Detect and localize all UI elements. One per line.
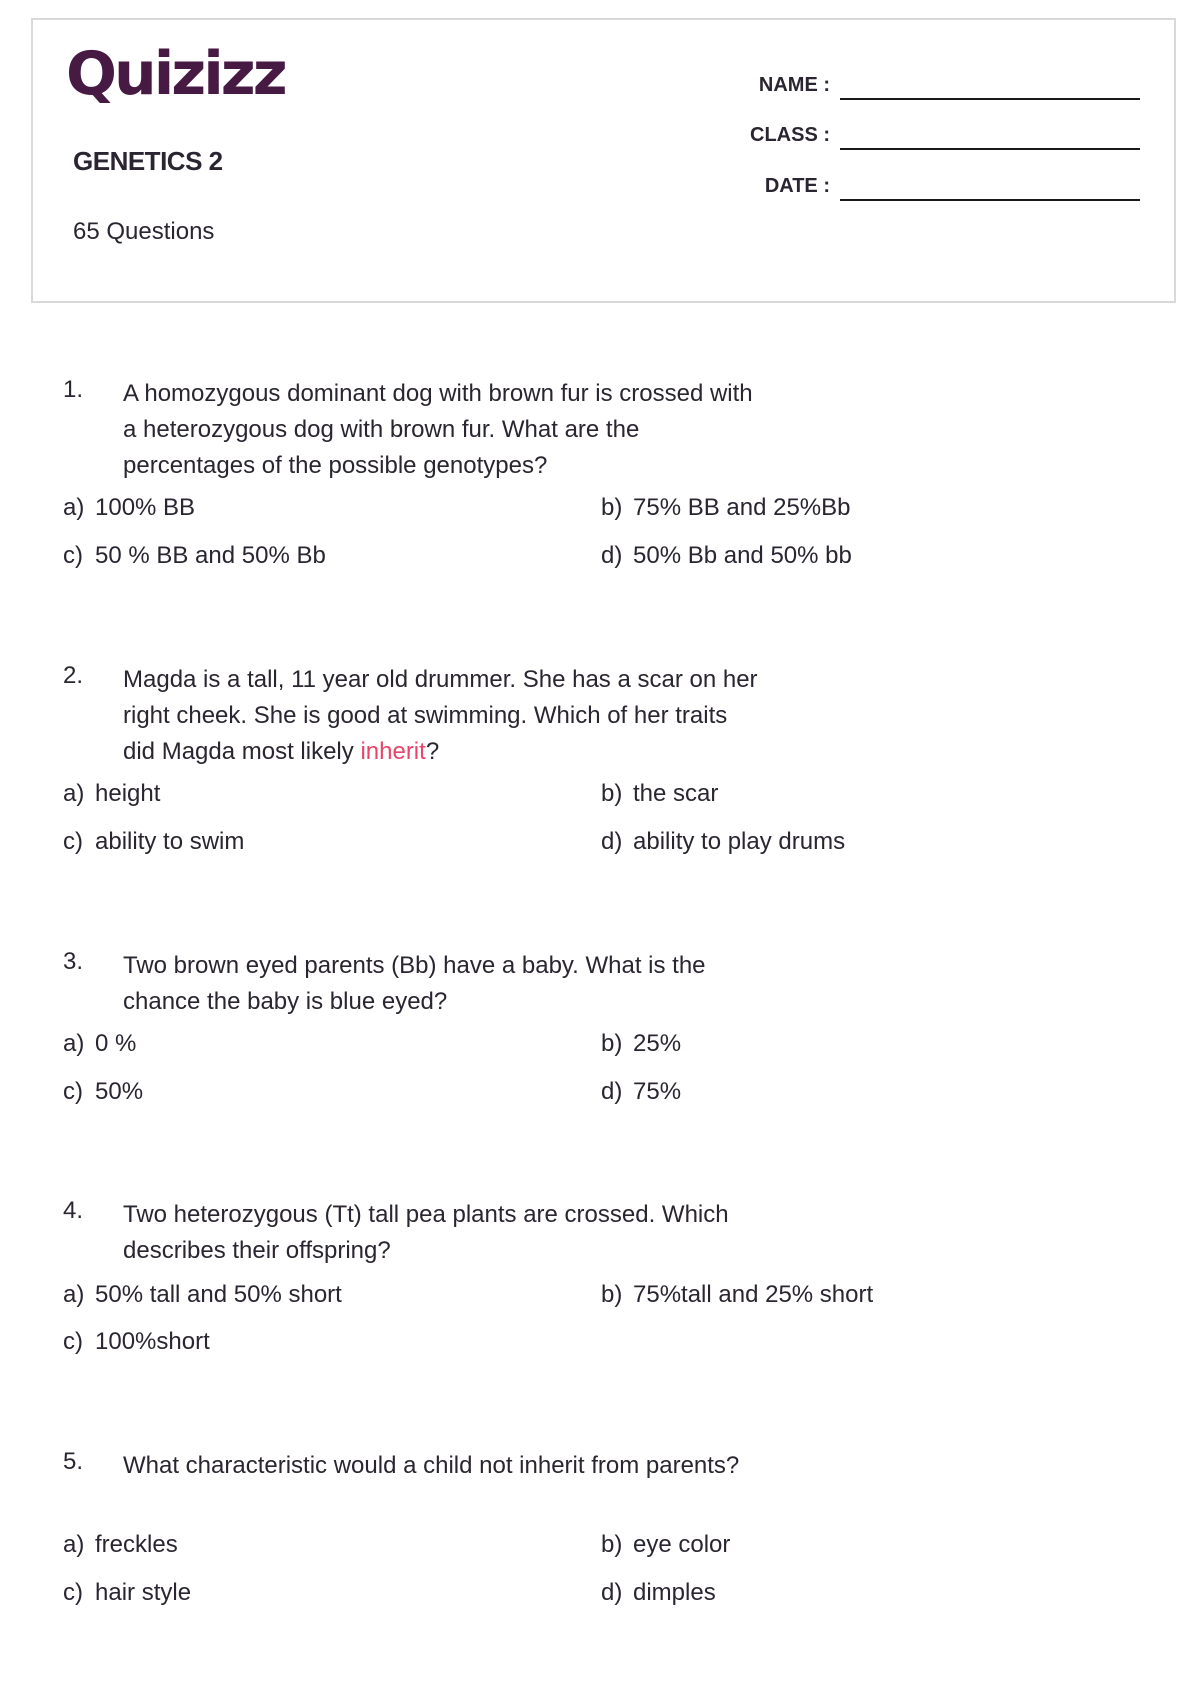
option-a[interactable]: [63, 1531, 178, 1559]
option-text: height: [95, 780, 161, 807]
option-letter: c): [63, 1579, 83, 1606]
option-text: 50 % BB and 50% Bb: [95, 542, 326, 569]
option-text: hair style: [95, 1579, 192, 1606]
option-letter: d): [601, 1078, 623, 1105]
option-a[interactable]: [63, 1030, 136, 1058]
highlighted-word: inherit: [360, 738, 426, 765]
option-b[interactable]: [601, 1030, 681, 1058]
question-number: 1.: [63, 376, 84, 403]
option-letter: c): [63, 1078, 83, 1105]
option-letter: a): [63, 1531, 85, 1558]
option-b[interactable]: [601, 780, 718, 808]
option-text: dimples: [633, 1579, 716, 1606]
option-d[interactable]: [601, 828, 845, 856]
option-text: ability to swim: [95, 828, 245, 855]
question-number: 5.: [63, 1448, 84, 1475]
option-letter: c): [63, 1328, 83, 1355]
option-letter: b): [601, 1281, 623, 1308]
question-text-main: Magda is a tall, 11 year old drummer. She has a scar on her right cheek. She is good at swimming. Which of her traits did Magda most likely: [123, 666, 758, 765]
question-count: 65 Questions: [73, 218, 215, 245]
quizizz-logo: Quizizz: [66, 39, 285, 109]
option-letter: b): [601, 494, 623, 521]
date-label: DATE :: [764, 175, 830, 197]
option-d[interactable]: [601, 1579, 716, 1607]
option-text: freckles: [95, 1531, 178, 1558]
option-c[interactable]: [63, 828, 244, 856]
option-c[interactable]: [63, 542, 326, 570]
option-letter: a): [63, 494, 85, 521]
name-field-line[interactable]: [840, 98, 1140, 100]
option-letter: a): [63, 1281, 85, 1308]
question-text: Two heterozygous (Tt) tall pea plants are crossed. Which describes their offspring?: [123, 1201, 729, 1264]
option-text: 100% BB: [95, 494, 196, 521]
option-d[interactable]: [601, 542, 852, 570]
option-text: 25%: [633, 1030, 682, 1057]
option-text: 75% BB and 25%Bb: [633, 494, 851, 521]
question-text: A homozygous dominant dog with brown fur is crossed with a heterozygous dog with brown fur. What are the percentages of the possible genotypes?: [123, 380, 753, 479]
date-field-line[interactable]: [840, 199, 1140, 201]
question-text-end: ?: [425, 738, 440, 765]
option-b[interactable]: [601, 1531, 730, 1559]
option-text: 75%: [633, 1078, 682, 1105]
question-number: 4.: [63, 1197, 84, 1224]
option-d[interactable]: [601, 1078, 681, 1106]
option-letter: d): [601, 828, 623, 855]
option-c[interactable]: [63, 1579, 191, 1607]
option-letter: c): [63, 828, 83, 855]
option-letter: b): [601, 1531, 623, 1558]
option-letter: b): [601, 780, 623, 807]
worksheet-title: GENETICS 2: [73, 146, 223, 176]
option-a[interactable]: [63, 1281, 342, 1309]
option-text: ability to play drums: [633, 828, 846, 855]
option-text: eye color: [633, 1531, 731, 1558]
option-text: 50% Bb and 50% bb: [633, 542, 852, 569]
option-letter: a): [63, 1030, 85, 1057]
question-text: [123, 662, 763, 770]
name-label: NAME :: [758, 74, 830, 96]
class-label: CLASS :: [750, 124, 830, 146]
option-a[interactable]: [63, 780, 160, 808]
option-a[interactable]: [63, 494, 195, 522]
question-text: What characteristic would a child not inherit from parents?: [123, 1452, 740, 1479]
option-text: 0 %: [95, 1030, 137, 1057]
option-letter: c): [63, 542, 83, 569]
question-number: 3.: [63, 948, 84, 975]
option-letter: a): [63, 780, 85, 807]
option-b[interactable]: [601, 494, 851, 522]
option-letter: b): [601, 1030, 623, 1057]
option-text: 50% tall and 50% short: [95, 1281, 342, 1308]
option-letter: d): [601, 542, 623, 569]
option-text: 100%short: [95, 1328, 210, 1355]
option-text: the scar: [633, 780, 719, 807]
option-text: 75%tall and 25% short: [633, 1281, 874, 1308]
option-c[interactable]: [63, 1078, 143, 1106]
question-number: 2.: [63, 662, 84, 689]
option-text: 50%: [95, 1078, 144, 1105]
class-field-line[interactable]: [840, 148, 1140, 150]
option-c[interactable]: [63, 1328, 210, 1356]
option-b[interactable]: [601, 1281, 873, 1309]
option-letter: d): [601, 1579, 623, 1606]
question-text: Two brown eyed parents (Bb) have a baby. What is the chance the baby is blue eyed?: [123, 952, 706, 1015]
